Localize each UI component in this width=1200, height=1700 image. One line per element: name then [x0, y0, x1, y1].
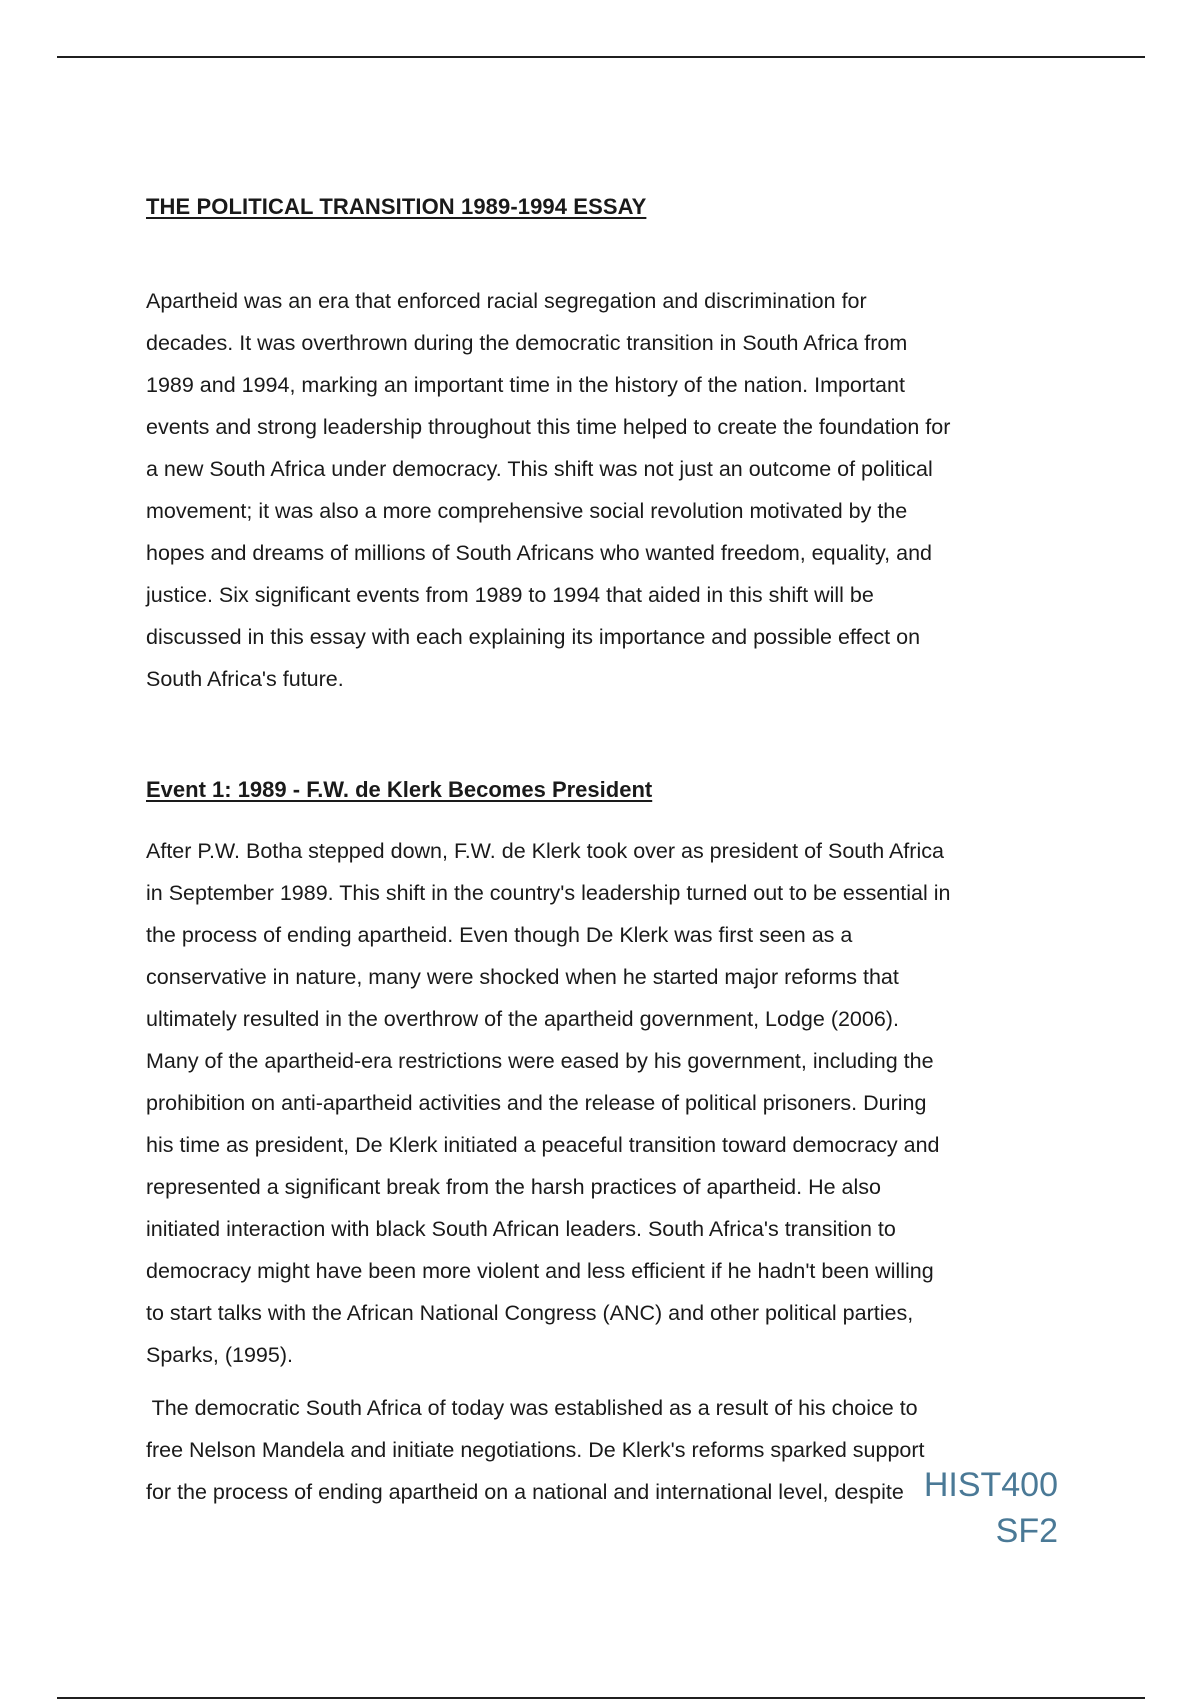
text-line: a new South Africa under democracy. This shift was not just an outcome of political: [146, 457, 933, 481]
text-line: South Africa's future.: [146, 667, 344, 691]
text-line: his time as president, De Klerk initiated a peaceful transition toward democracy and: [146, 1133, 940, 1157]
text-line: the process of ending apartheid. Even though De Klerk was first seen as a: [146, 923, 853, 947]
text-line: ultimately resulted in the overthrow of the apartheid government, Lodge (2006).: [146, 1007, 899, 1031]
text-line: Apartheid was an era that enforced racial segregation and discrimination for: [146, 289, 867, 313]
event-1-paragraph-1: [146, 830, 950, 1376]
text-line: democracy might have been more violent and less efficient if he hadn't been willing: [146, 1259, 934, 1283]
text-line: movement; it was also a more comprehensive social revolution motivated by the: [146, 499, 908, 523]
course-code-watermark: [924, 1462, 1058, 1554]
event-1-paragraph-2: [146, 1387, 925, 1513]
text-line: initiated interaction with black South African leaders. South Africa's transition to: [146, 1217, 896, 1241]
text-line: 1989 and 1994, marking an important time in the history of the nation. Important: [146, 373, 905, 397]
text-line: justice. Six significant events from 1989 to 1994 that aided in this shift will be: [146, 583, 874, 607]
watermark-line-1: HIST400: [923, 1466, 1058, 1504]
text-line: events and strong leadership throughout this time helped to create the foundation for: [146, 415, 951, 439]
text-line: decades. It was overthrown during the democratic transition in South Africa from: [146, 331, 908, 355]
intro-paragraph: [146, 280, 950, 700]
text-line: hopes and dreams of millions of South Africans who wanted freedom, equality, and: [146, 541, 932, 565]
event-1-heading: Event 1: 1989 - F.W. de Klerk Becomes President: [146, 777, 653, 802]
text-line: free Nelson Mandela and initiate negotiations. De Klerk's reforms sparked support: [146, 1438, 925, 1462]
text-line: After P.W. Botha stepped down, F.W. de Klerk took over as president of South Africa: [146, 839, 944, 863]
text-line: The democratic South Africa of today was established as a result of his choice to: [146, 1396, 918, 1420]
watermark-line-2: SF2: [995, 1512, 1058, 1550]
text-line: prohibition on anti-apartheid activities and the release of political prisoners. During: [146, 1091, 927, 1115]
text-line: in September 1989. This shift in the country's leadership turned out to be essential in: [146, 881, 951, 905]
text-line: Sparks, (1995).: [146, 1343, 293, 1367]
text-line: for the process of ending apartheid on a national and international level, despite: [146, 1480, 904, 1504]
text-line: Many of the apartheid-era restrictions were eased by his government, including the: [146, 1049, 934, 1073]
text-line: discussed in this essay with each explaining its importance and possible effect on: [146, 625, 921, 649]
bottom-rule: [57, 1697, 1145, 1699]
top-rule: [57, 56, 1145, 58]
text-line: to start talks with the African National Congress (ANC) and other political parties,: [146, 1301, 914, 1325]
text-line: conservative in nature, many were shocked when he started major reforms that: [146, 965, 899, 989]
text-line: represented a significant break from the harsh practices of apartheid. He also: [146, 1175, 881, 1199]
essay-title: THE POLITICAL TRANSITION 1989-1994 ESSAY: [146, 194, 647, 219]
